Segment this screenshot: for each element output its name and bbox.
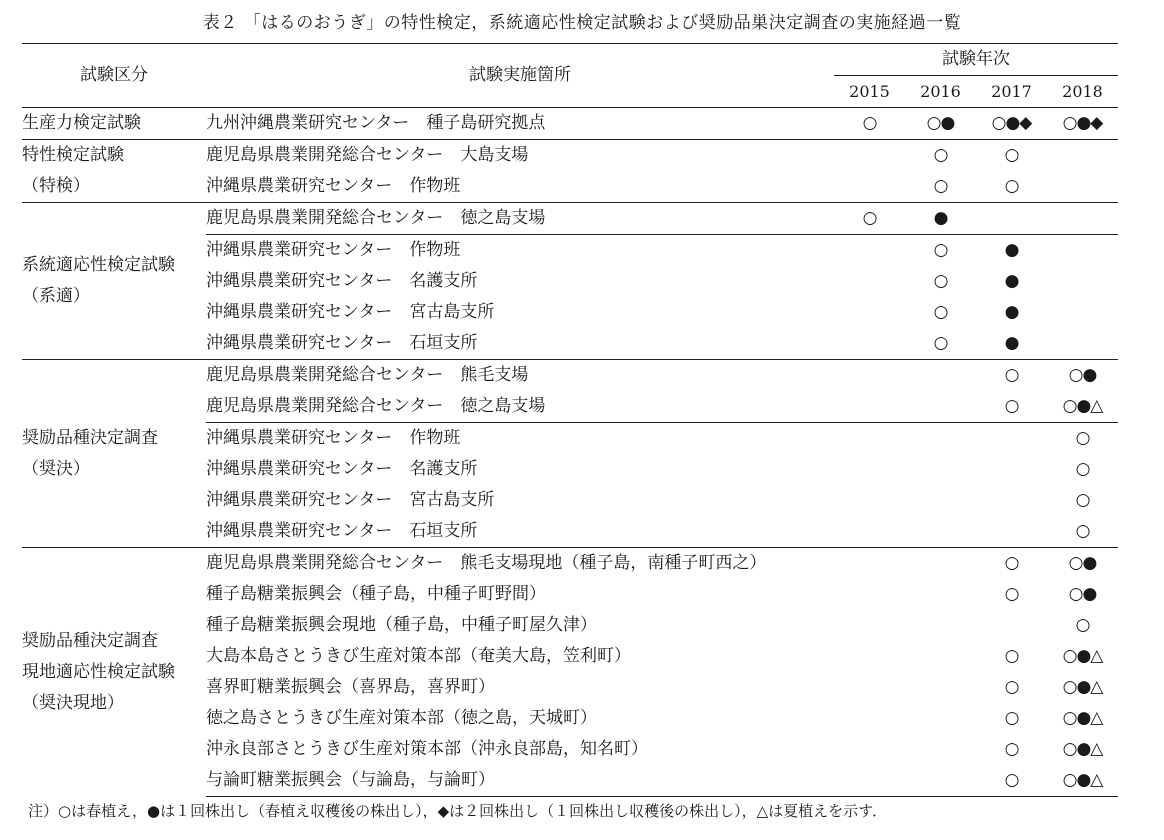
year-mark-cell	[905, 641, 976, 672]
year-mark-cell	[976, 423, 1047, 455]
site-cell: 徳之島さとうきび生産対策本部（徳之島，天城町）	[206, 708, 597, 728]
table-note: 注）○は春植え，●は１回株出し（春植え収穫後の株出し），◆は２回株出し（１回株出し収穫後の株出し），△は夏植えを示す．	[28, 802, 887, 820]
year-mark-cell	[834, 235, 905, 267]
site-cell: 沖縄県農業研究センター 作物班	[206, 423, 834, 455]
year-mark-cell	[834, 579, 905, 610]
year-mark-cell	[1047, 203, 1118, 235]
table-header	[22, 44, 1118, 108]
year-mark-cell	[834, 548, 905, 580]
year-mark-cell: ○	[933, 302, 948, 322]
year-mark-cell	[976, 203, 1047, 235]
year-mark-cell: ○	[1004, 176, 1019, 196]
year-mark-cell: ○	[1047, 423, 1118, 455]
site-cell: 沖縄県農業研究センター 宮古島支所	[206, 302, 495, 322]
header-years-label: 試験年次	[834, 44, 1118, 76]
year-mark-cell: ●	[905, 203, 976, 235]
year-mark-cell: ○	[1004, 708, 1019, 728]
year-mark-cell: ○●△	[1062, 646, 1103, 666]
category-cell	[22, 203, 206, 360]
year-mark-cell	[834, 610, 905, 641]
year-mark-cell	[905, 548, 976, 580]
site-cell: 鹿児島県農業開発総合センター 熊毛支場	[206, 360, 834, 392]
year-mark-cell	[905, 610, 976, 641]
category-label: （奨決）	[22, 458, 90, 479]
year-mark-cell: ○	[1004, 584, 1019, 604]
year-mark-cell	[834, 485, 905, 516]
year-mark-cell	[834, 360, 905, 392]
year-mark-cell: ○	[933, 333, 948, 353]
year-mark-cell	[1047, 266, 1118, 297]
trial-table	[22, 43, 1118, 797]
header-year: 2016	[920, 82, 961, 101]
year-mark-cell	[834, 140, 905, 172]
year-mark-cell: ○	[1004, 396, 1019, 416]
category-label: （特検）	[22, 176, 90, 196]
year-mark-cell	[834, 266, 905, 297]
site-cell: 大島本島さとうきび生産対策本部（奄美大島，笠利町）	[206, 646, 631, 666]
header-year: 2015	[849, 82, 890, 101]
year-mark-cell: ○●	[1047, 360, 1118, 392]
year-mark-cell: ○●△	[1062, 708, 1103, 728]
header-year: 2017	[991, 82, 1032, 101]
category-label: 特性検定試験	[22, 145, 124, 165]
site-cell: 沖永良部さとうきび生産対策本部（沖永良部島，知名町）	[206, 739, 648, 759]
year-mark-cell: ○	[905, 235, 976, 267]
year-mark-cell	[976, 454, 1047, 485]
year-mark-cell: ○●△	[1062, 739, 1103, 759]
year-mark-cell	[905, 423, 976, 455]
year-mark-cell: ○	[1004, 677, 1019, 697]
year-mark-cell: ○●△	[1062, 677, 1103, 697]
year-mark-cell: ○	[933, 271, 948, 291]
year-mark-cell	[905, 360, 976, 392]
year-mark-cell: ○	[905, 140, 976, 172]
year-mark-cell	[905, 672, 976, 703]
year-mark-cell: ○	[976, 360, 1047, 392]
year-mark-cell	[905, 516, 976, 548]
site-cell: 種子島糖業振興会現地（種子島，中種子町屋久津）	[206, 615, 597, 635]
table-caption: 表２ 「はるのおうぎ」の特性検定，系統適応性検定試験および奨励品巣決定調査の実施経過一覧	[202, 13, 962, 33]
table-row	[22, 140, 1118, 172]
category-label: 現地適応性検定試験	[22, 661, 175, 682]
year-mark-cell	[905, 579, 976, 610]
year-mark-cell: ○	[976, 765, 1047, 797]
year-mark-cell	[905, 765, 976, 797]
year-mark-cell	[834, 734, 905, 765]
year-mark-cell	[1047, 328, 1118, 360]
category-cell	[22, 140, 206, 203]
year-mark-cell	[834, 297, 905, 328]
year-mark-cell: ○	[1075, 615, 1090, 635]
table-row	[22, 203, 1118, 235]
year-mark-cell	[976, 610, 1047, 641]
year-mark-cell	[905, 454, 976, 485]
table-body	[22, 108, 1118, 797]
table-row	[22, 548, 1118, 580]
year-mark-cell	[1047, 140, 1118, 172]
table-row	[22, 360, 1118, 392]
year-mark-cell: ○	[1075, 490, 1090, 510]
site-cell: 沖縄県農業研究センター 石垣支所	[206, 521, 478, 541]
header-year: 2018	[1062, 82, 1103, 101]
category-cell	[22, 548, 206, 797]
site-cell: 沖縄県農業研究センター 宮古島支所	[206, 490, 495, 510]
year-mark-cell: ●	[1004, 333, 1019, 353]
year-mark-cell	[976, 485, 1047, 516]
category-label: （奨決現地）	[22, 692, 124, 713]
site-cell: 九州沖縄農業研究センター 種子島研究拠点	[206, 108, 834, 140]
year-mark-cell: ○	[976, 548, 1047, 580]
site-cell: 与論町糖業振興会（与論島，与論町）	[206, 765, 834, 797]
year-mark-cell	[834, 391, 905, 423]
site-cell: 沖縄県農業研究センター 名護支所	[206, 459, 478, 479]
year-mark-cell: ○	[933, 176, 948, 196]
year-mark-cell: ●	[1004, 302, 1019, 322]
year-mark-cell	[1047, 235, 1118, 267]
year-mark-cell: ○●△	[1047, 765, 1118, 797]
site-cell: 鹿児島県農業開発総合センター 大島支場	[206, 140, 834, 172]
year-mark-cell: ○	[976, 140, 1047, 172]
site-cell: 喜界町糖業振興会（喜界島，喜界町）	[206, 677, 495, 697]
site-cell: 沖縄県農業研究センター 作物班	[206, 235, 834, 267]
year-mark-cell	[834, 641, 905, 672]
year-mark-cell	[976, 516, 1047, 548]
year-mark-cell: ○●△	[1062, 396, 1103, 416]
category-cell	[22, 360, 206, 548]
year-mark-cell: ○	[834, 203, 905, 235]
year-mark-cell	[834, 328, 905, 360]
year-mark-cell	[834, 765, 905, 797]
year-mark-cell	[834, 423, 905, 455]
year-mark-cell: ○●	[1068, 584, 1097, 604]
year-mark-cell	[834, 454, 905, 485]
year-mark-cell	[1047, 297, 1118, 328]
category-label: 奨励品種決定調査	[22, 630, 158, 651]
category-label: 系統適応性検定試験	[22, 255, 175, 275]
year-mark-cell: ●	[1004, 271, 1019, 291]
category-cell	[22, 108, 206, 140]
year-mark-cell: ○●	[905, 108, 976, 140]
year-mark-cell	[905, 391, 976, 423]
year-mark-cell: ○●◆	[976, 108, 1047, 140]
year-mark-cell	[834, 516, 905, 548]
site-cell: 種子島糖業振興会（種子島，中種子町野間）	[206, 584, 546, 604]
year-mark-cell	[905, 734, 976, 765]
header-category: 試験区分	[22, 44, 206, 108]
year-mark-cell: ○●◆	[1047, 108, 1118, 140]
year-mark-cell: ●	[976, 235, 1047, 267]
site-cell: 沖縄県農業研究センター 名護支所	[206, 271, 478, 291]
year-mark-cell: ○	[834, 108, 905, 140]
site-cell: 鹿児島県農業開発総合センター 熊毛支場現地（種子島，南種子町西之）	[206, 548, 834, 580]
year-mark-cell	[834, 703, 905, 734]
year-mark-cell	[834, 171, 905, 203]
site-cell: 沖縄県農業研究センター 石垣支所	[206, 333, 478, 353]
year-mark-cell	[905, 485, 976, 516]
category-label: （系適）	[22, 286, 90, 306]
year-mark-cell	[905, 703, 976, 734]
year-mark-cell: ○●	[1047, 548, 1118, 580]
site-cell: 沖縄県農業研究センター 作物班	[206, 176, 461, 196]
year-mark-cell: ○	[1004, 646, 1019, 666]
header-site: 試験実施箇所	[206, 44, 834, 108]
year-mark-cell: ○	[1075, 459, 1090, 479]
year-mark-cell: ○	[1075, 521, 1090, 541]
table-row	[22, 108, 1118, 140]
year-mark-cell: ○	[1004, 739, 1019, 759]
site-cell: 鹿児島県農業開発総合センター 徳之島支場	[206, 396, 546, 416]
site-cell: 鹿児島県農業開発総合センター 徳之島支場	[206, 203, 834, 235]
category-label: 生産力検定試験	[22, 113, 141, 133]
year-mark-cell	[834, 672, 905, 703]
year-mark-cell	[1047, 171, 1118, 203]
category-label: 奨励品種決定調査	[22, 427, 158, 448]
